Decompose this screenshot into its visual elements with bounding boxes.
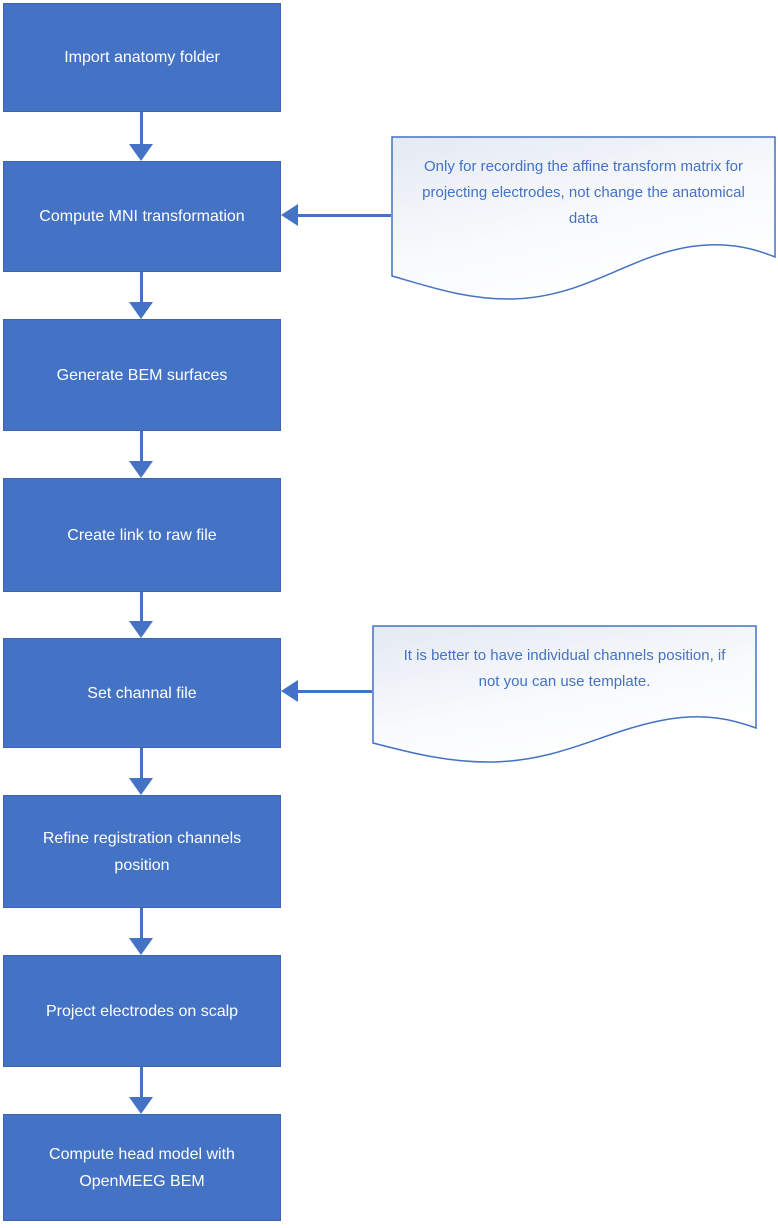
down-arrow-6: [129, 908, 153, 955]
flow-node-generate-bem-surfaces: [3, 319, 281, 431]
arrow-line: [140, 112, 143, 145]
flow-node-refine-registration-channels-position: [3, 795, 281, 908]
arrow-line: [140, 431, 143, 462]
node-label: Project electrodes on scalp: [45, 1002, 239, 1020]
arrowhead-down-icon: [129, 621, 153, 638]
node-label: Generate BEM surfaces: [56, 366, 228, 384]
flow-node-create-link-to-raw-file: [3, 478, 281, 592]
down-arrow-7: [129, 1067, 153, 1114]
flow-node-import-anatomy-folder: [3, 3, 281, 112]
flow-node-set-channal-file: [3, 638, 281, 748]
arrowhead-down-icon: [129, 778, 153, 795]
arrowhead-down-icon: [129, 461, 153, 478]
arrowhead-left-icon: [281, 680, 298, 702]
arrow-line: [297, 214, 391, 217]
flow-node-compute-mni-transformation: [3, 161, 281, 272]
down-arrow-1: [129, 112, 153, 161]
arrowhead-left-icon: [281, 204, 298, 226]
note-text: Only for recording the affine transform matrix for projecting electrodes, not change the anatomical data: [422, 158, 745, 227]
arrowhead-down-icon: [129, 1097, 153, 1114]
flow-node-compute-head-model-openmeeg-bem: [3, 1114, 281, 1221]
arrow-line: [140, 908, 143, 939]
arrowhead-down-icon: [129, 144, 153, 161]
node-label: Compute head model with OpenMEEG BEM: [49, 1145, 235, 1190]
arrow-line: [140, 748, 143, 779]
down-arrow-5: [129, 748, 153, 795]
node-label: Compute MNI transformation: [39, 208, 245, 225]
flow-node-project-electrodes-on-scalp: [3, 955, 281, 1067]
arrowhead-down-icon: [129, 938, 153, 955]
note-affine-transform: [391, 136, 776, 302]
node-label: Set channal file: [87, 684, 197, 702]
down-arrow-3: [129, 431, 153, 478]
note-channel-template: [372, 625, 757, 767]
node-label: Refine registration channels position: [42, 829, 242, 874]
node-label: Create link to raw file: [67, 526, 217, 544]
note-arrow-to-compute-mni: [281, 204, 391, 226]
arrow-line: [140, 272, 143, 303]
note-text: It is better to have individual channels position, if not you can use template.: [403, 647, 726, 690]
arrowhead-down-icon: [129, 302, 153, 319]
arrow-line: [297, 690, 372, 693]
node-label: Import anatomy folder: [64, 49, 220, 66]
down-arrow-2: [129, 272, 153, 319]
arrow-line: [140, 1067, 143, 1098]
arrow-line: [140, 592, 143, 622]
down-arrow-4: [129, 592, 153, 638]
note-arrow-to-set-channal-file: [281, 680, 372, 702]
